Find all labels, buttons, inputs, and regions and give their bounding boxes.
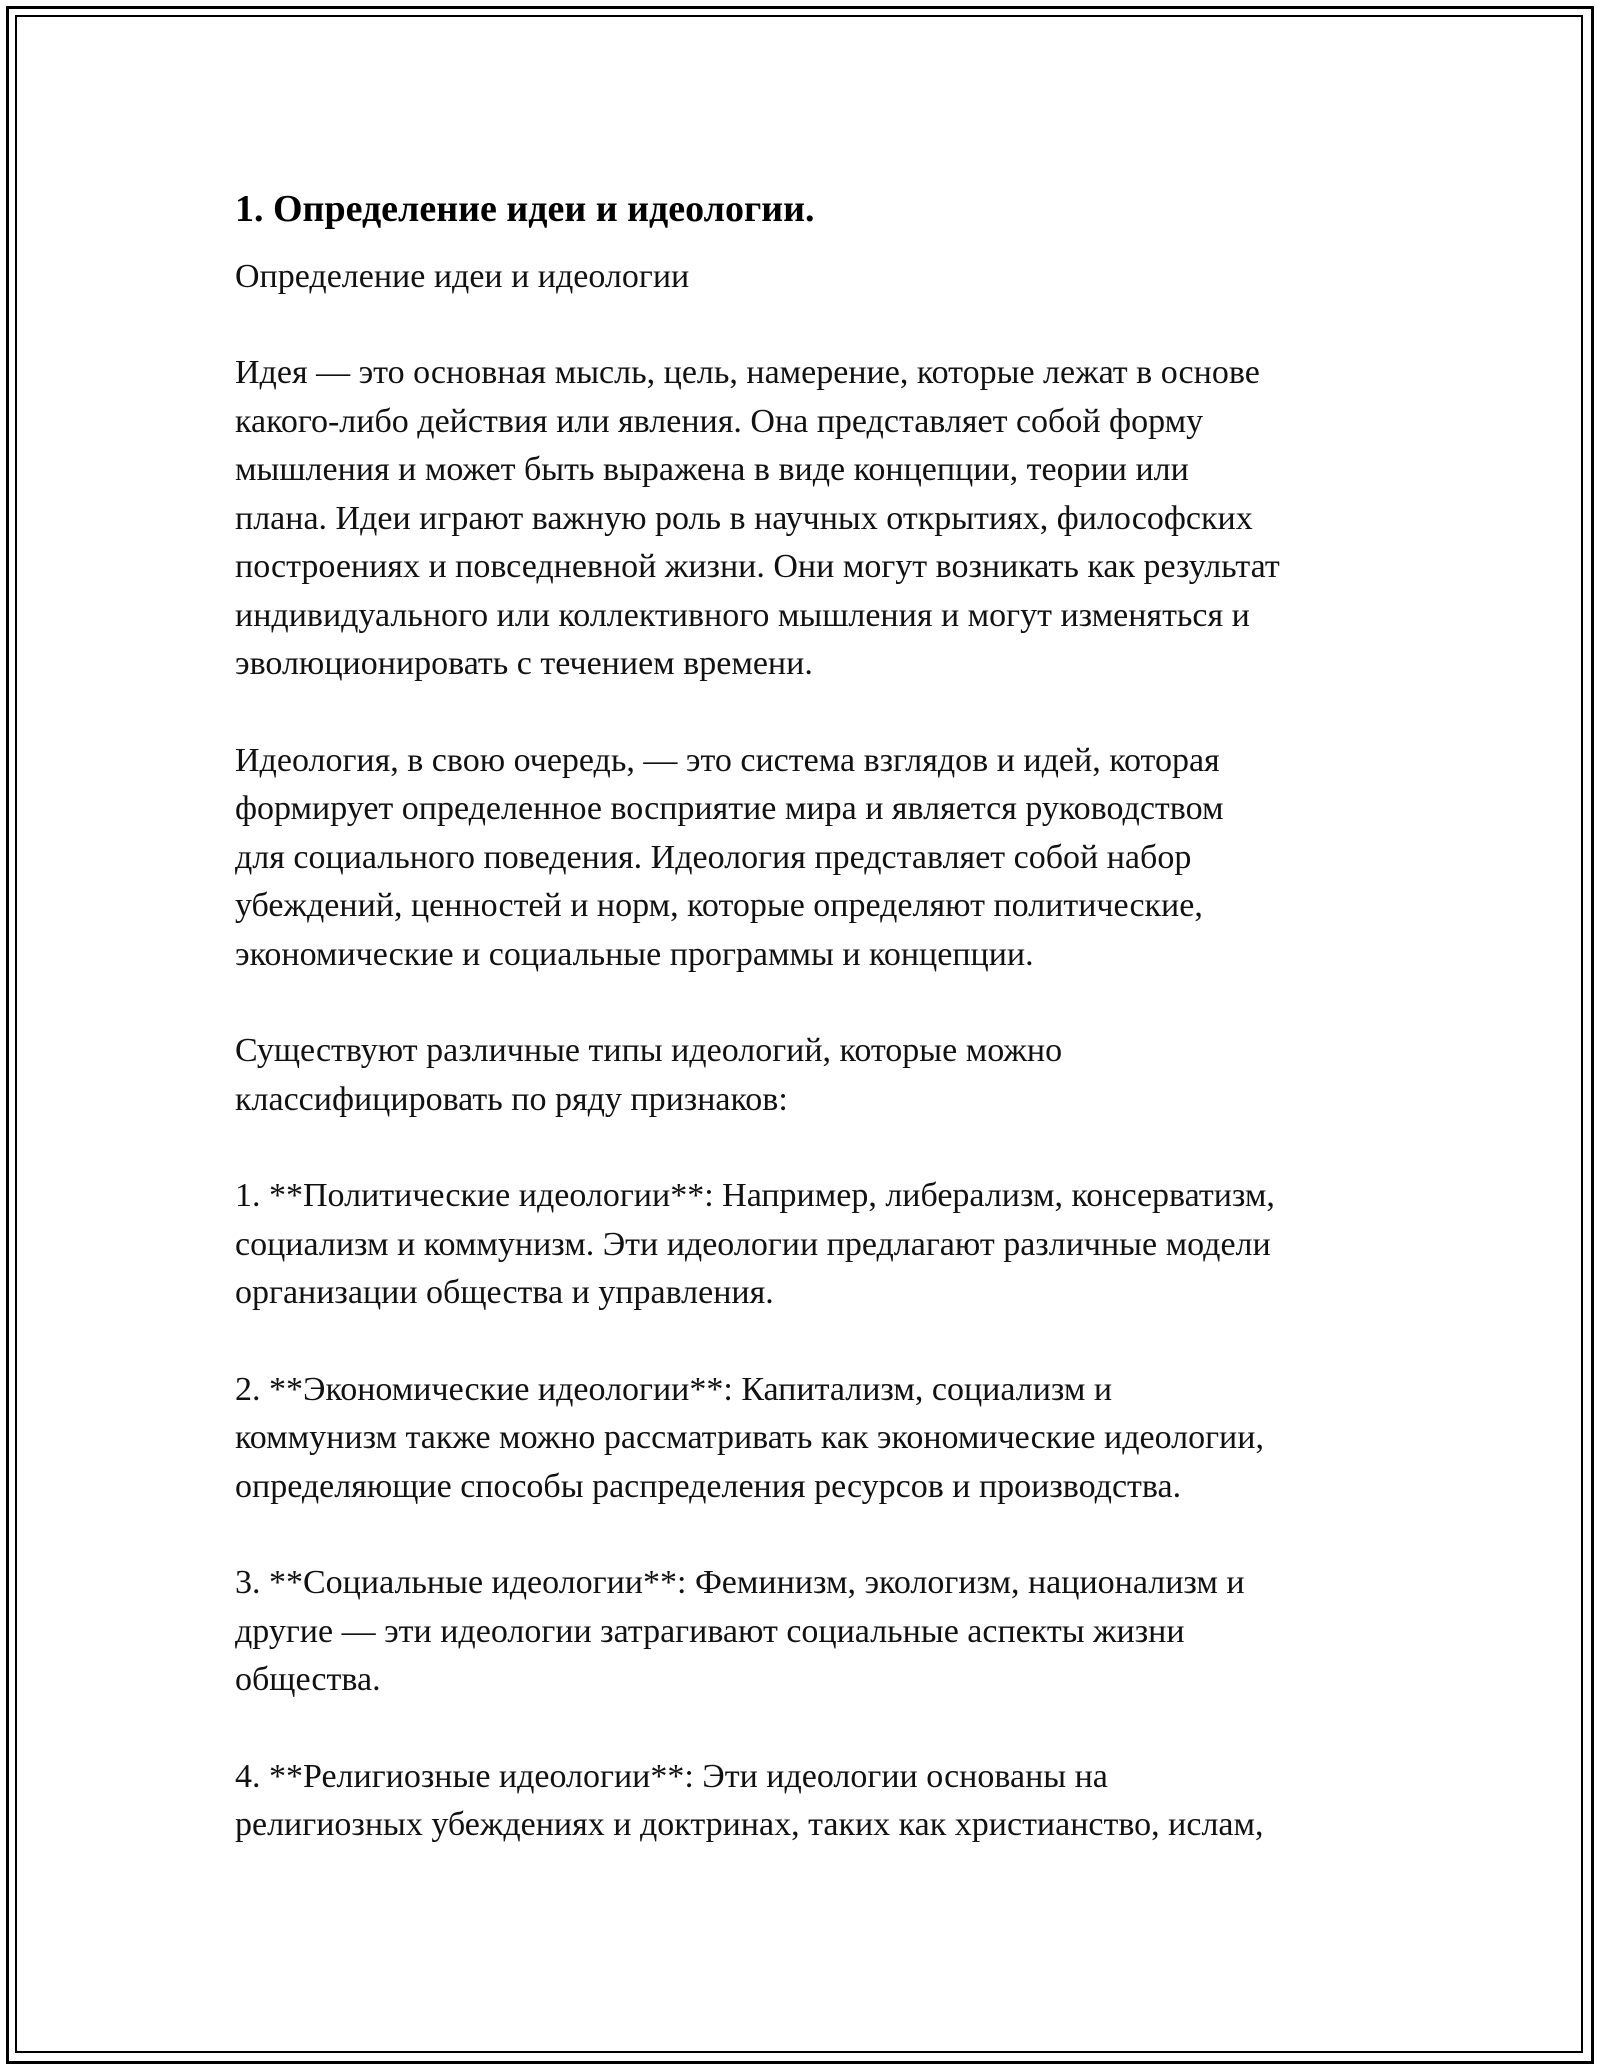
paragraph-line: какого-либо действия или явления. Она представляет собой форму	[235, 402, 1204, 440]
paragraph-line: классифицировать по ряду признаков:	[235, 1080, 788, 1118]
paragraph	[235, 1172, 1385, 1318]
paragraph-line: 1. **Политические идеологии**: Например, либерализм, консерватизм,	[235, 1177, 1275, 1214]
document-subheading: Определение идеи и идеологии	[235, 258, 690, 295]
paragraph	[235, 1559, 1385, 1705]
paragraph-line: определяющие способы распределения ресурсов и производства.	[235, 1467, 1182, 1505]
paragraph-line: коммунизм также можно рассматривать как экономические идеологии,	[235, 1419, 1264, 1456]
paragraph-line: для социального поведения. Идеология представляет собой набор	[235, 838, 1192, 876]
paragraph-line: другие — эти идеологии затрагивают социальные аспекты жизни	[235, 1612, 1185, 1650]
paragraph-line: Существуют различные типы идеологий, которые можно	[235, 1032, 1063, 1069]
paragraph-line: 4. **Религиозные идеологии**: Эти идеологии основаны на	[235, 1757, 1108, 1795]
paragraph	[235, 349, 1385, 689]
paragraph-line: экономические и социальные программы и концепции.	[235, 935, 1034, 973]
paragraph-line: эволюционировать с течением времени.	[235, 645, 813, 682]
paragraph-line: 3. **Социальные идеологии**: Феминизм, экологизм, национализм и	[235, 1564, 1245, 1601]
paragraph-line: формирует определенное восприятие мира и является руководством	[235, 790, 1224, 827]
document-heading: 1. Определение идеи и идеологии.	[235, 188, 815, 230]
paragraphs-container	[235, 349, 1385, 1850]
paragraph-line: религиозных убеждениях и доктринах, таких как христианство, ислам,	[235, 1806, 1264, 1843]
paragraph-line: Идея — это основная мысль, цель, намерение, которые лежат в основе	[235, 354, 1260, 391]
paragraph-line: социализм и коммунизм. Эти идеологии предлагают различные модели	[235, 1225, 1271, 1263]
paragraph	[235, 1366, 1385, 1512]
paragraph-line: мышления и может быть выражена в виде концепции, теории или	[235, 451, 1189, 488]
paragraph	[235, 1753, 1385, 1850]
paragraph-line: организации общества и управления.	[235, 1274, 774, 1311]
paragraph-line: плана. Идеи играют важную роль в научных открытиях, философских	[235, 499, 1253, 537]
paragraph-line: индивидуального или коллективного мышления и могут изменяться и	[235, 596, 1250, 634]
paragraph-line: построениях и повседневной жизни. Они могут возникать как результат	[235, 548, 1280, 585]
paragraph-line: общества.	[235, 1661, 381, 1698]
paragraph-line: убеждений, ценностей и норм, которые определяют политические,	[235, 887, 1203, 924]
paragraph-line: Идеология, в свою очередь, — это система взглядов и идей, которая	[235, 741, 1220, 779]
paragraph	[235, 1027, 1385, 1124]
paragraph-line: 2. **Экономические идеологии**: Капитализм, социализм и	[235, 1370, 1113, 1408]
document-body	[235, 185, 1385, 1898]
paragraph	[235, 737, 1385, 980]
